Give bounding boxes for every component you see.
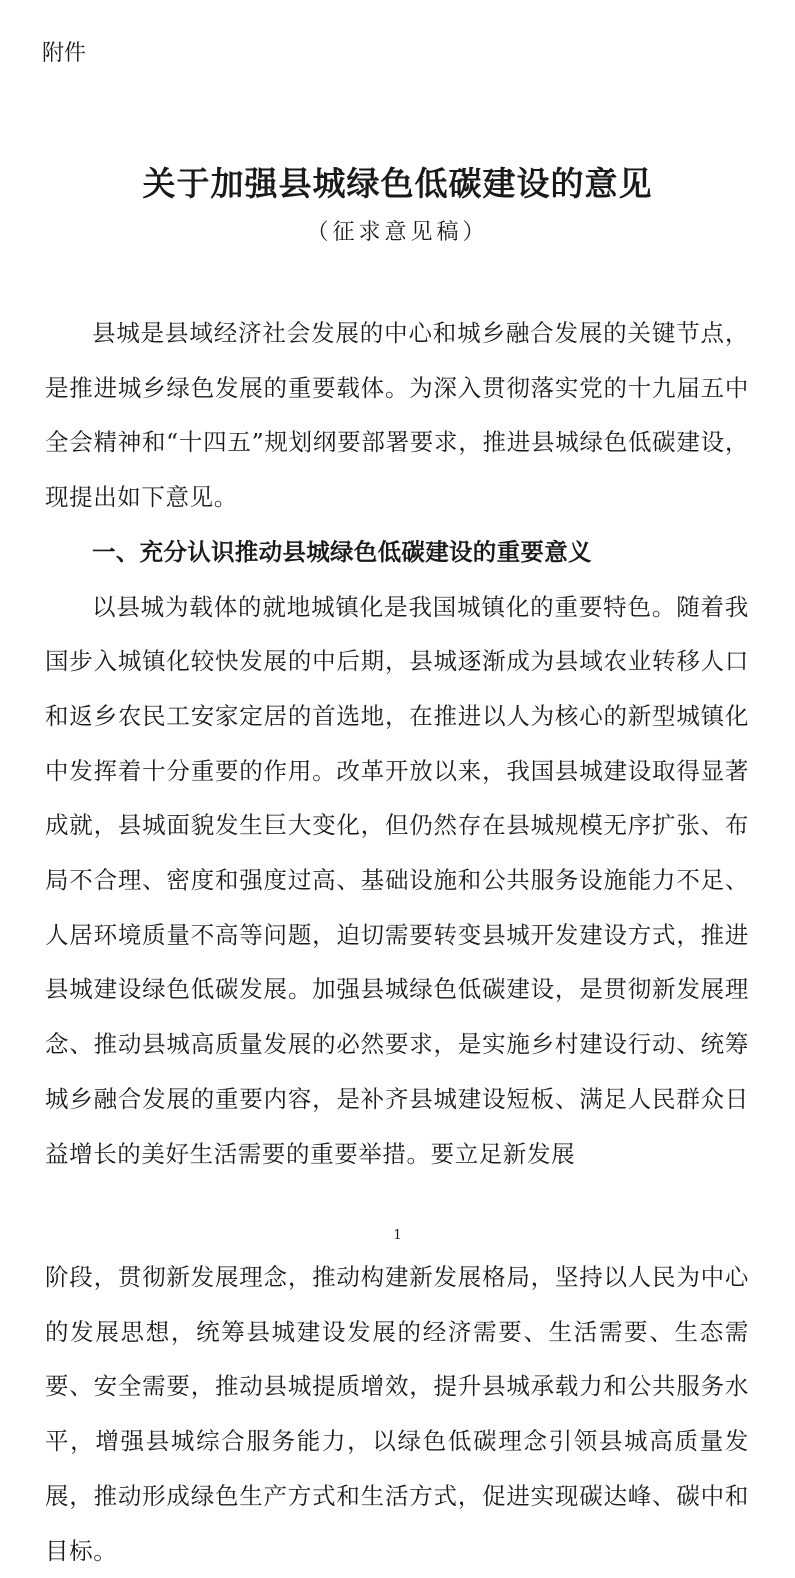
section-1-paragraph: 以县城为载体的就地城镇化是我国城镇化的重要特色。随着我国步入城镇化较快发展的中后期，县城逐渐成为县域农业转移人口和返乡农民工安家定居的首选地，在推进以人为核心的新型城镇化中发挥着十分重要的作用。改革开放以来，我国县城建设取得显著成就，县城面貌发生巨大变化，但仍然存在县城规模无序扩张、布局不合理、密度和强度过高、基础设施和公共服务设施能力不足、人居环境质量不高等问题，迫切需要转变县城开发建设方式，推进县城建设绿色低碳发展。加强县城绿色低碳建设，是贯彻新发展理念、推动县城高质量发展的必然要求，是实施乡村建设行动、统筹城乡融合发展的重要内容，是补齐县城建设短板、满足人民群众日益增长的美好生活需要的重要举措。要立足新发展	[45, 592, 749, 1168]
document-subtitle: （征求意见稿）	[306, 220, 489, 245]
page-1-body	[45, 306, 749, 1181]
attachment-label: 附件	[42, 41, 87, 66]
intro-paragraph: 县城是县域经济社会发展的中心和城乡融合发展的关键节点，是推进城乡绿色发展的重要载体。为深入贯彻落实党的十九届五中全会精神和“十四五”规划纲要部署要求，推进县城绿色低碳建设，现提出如下意见。	[45, 319, 749, 512]
page-number: 1	[393, 1228, 402, 1243]
section-1-heading: 一、充分认识推动县城绿色低碳建设的重要意义	[92, 537, 592, 566]
section-1-paragraph-continued: 阶段，贯彻新发展理念，推动构建新发展格局，坚持以人民为中心的发展思想，统筹县城建设发展的经济需要、生活需要、生态需要、安全需要，推动县城提质增效，提升县城承载力和公共服务水平，增强县城综合服务能力，以绿色低碳理念引领县城高质量发展，推动形成绿色生产方式和生活方式，促进实现碳达峰、碳中和目标。	[45, 1263, 749, 1565]
page-2-body	[45, 1250, 749, 1578]
document-title: 关于加强县城绿色低碳建设的意见	[142, 164, 653, 203]
